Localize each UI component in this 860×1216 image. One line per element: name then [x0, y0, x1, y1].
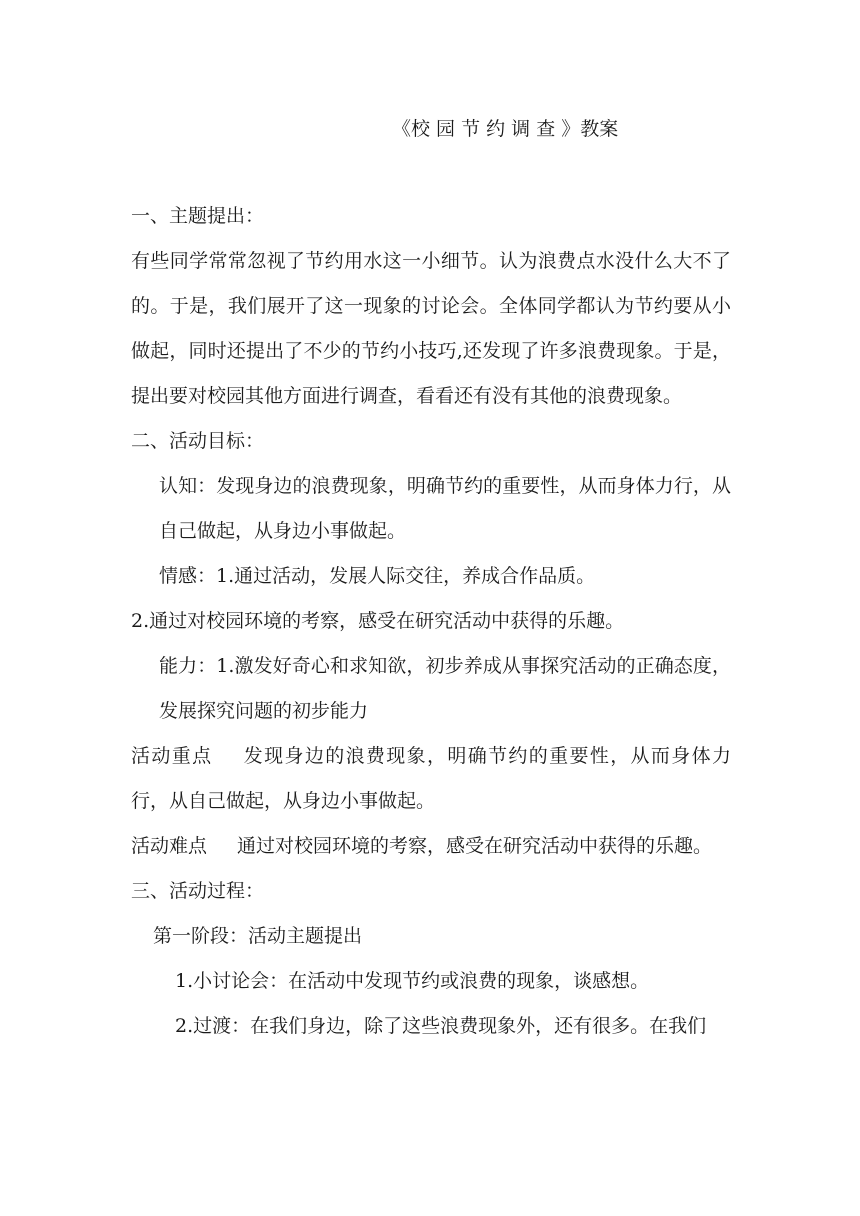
section-1-body: 有些同学常常忽视了节约用水这一小细节。认为浪费点水没什么大不了的。于是，我们展开了这一现象的讨论会。全体同学都认为节约要从小做起，同时还提出了不少的节约小技巧,还发现了许多浪费现象。于是，提出要对校园其他方面进行调查，看看还有没有其他的浪费现象。	[131, 250, 731, 407]
focus-text: 发现身边的浪费现象，明确节约的重要性，从而身体力行，从自己做起，从身边小事做起。	[131, 745, 731, 812]
section-2-heading: 二、活动目标：	[131, 430, 265, 452]
focus-label: 活动重点	[131, 745, 213, 767]
goal-emotion-1: 情感：1.通过活动，发展人际交往，养成合作品质。	[159, 565, 596, 587]
activity-difficulty	[131, 824, 731, 869]
activity-focus	[131, 734, 731, 824]
document-body	[131, 194, 731, 1049]
step-2: 2.过渡：在我们身边，除了这些浪费现象外，还有很多。在我们	[175, 1015, 707, 1037]
document-title: 《校 园 节 约 调 查 》教案	[392, 118, 619, 140]
step-1: 1.小讨论会：在活动中发现节约或浪费的现象，谈感想。	[175, 970, 650, 992]
difficulty-label: 活动难点	[131, 835, 208, 857]
difficulty-text: 通过对校园环境的考察，感受在研究活动中获得的乐趣。	[237, 835, 713, 857]
section-1-heading: 一、主题提出：	[131, 205, 265, 227]
goal-ability: 能力：1.激发好奇心和求知欲，初步养成从事探究活动的正确态度，发展探究问题的初步能力	[159, 655, 731, 722]
stage-1-heading: 第一阶段：活动主题提出	[153, 925, 363, 947]
goal-cognition: 认知：发现身边的浪费现象，明确节约的重要性，从而身体力行，从自己做起，从身边小事做起。	[159, 475, 731, 542]
section-3-heading: 三、活动过程：	[131, 880, 265, 902]
goal-emotion-2: 2.通过对校园环境的考察，感受在研究活动中获得的乐趣。	[131, 610, 625, 632]
